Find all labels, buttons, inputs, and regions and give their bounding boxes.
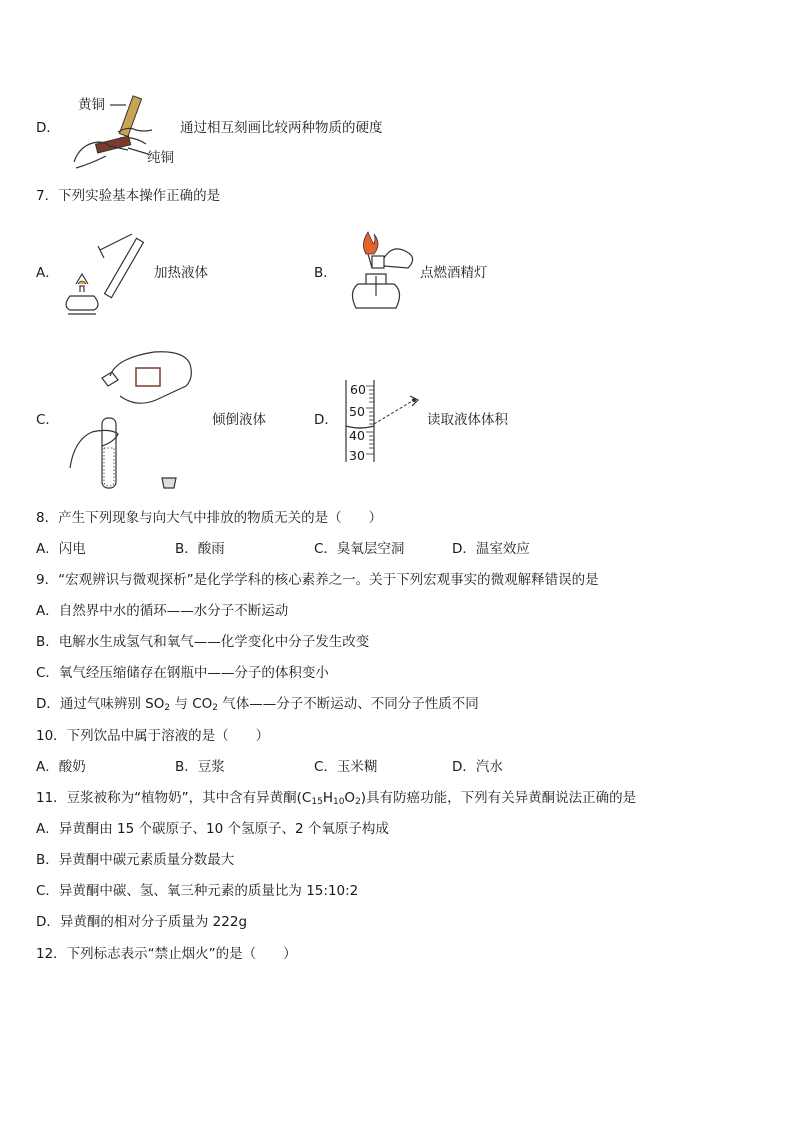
q7-option-d-text: 读取液体体积 [427, 412, 508, 428]
q11-stem: 11．豆浆被称为“植物奶”，其中含有异黄酮$(C_{15}H_{10}O_2)$具有防癌功能，下列有关异黄酮说法正确的是 [36, 790, 637, 807]
q6-label-pure-copper: 纯铜 [147, 150, 174, 166]
cylinder-mark-40: 40 [349, 428, 365, 443]
cylinder-mark-30: 30 [349, 448, 365, 463]
q9-option-c: C．氧气经压缩储存在钢瓶中——分子的体积变小 [36, 665, 329, 681]
q7-option-a-letter: A． [36, 265, 59, 281]
q10-option-d: D．汽水 [452, 759, 503, 775]
cylinder-mark-60: 60 [350, 382, 366, 397]
q11-option-d: D．异黄酮的相对分子质量为 222g [36, 914, 248, 930]
q7-stem: 7．下列实验基本操作正确的是 [36, 188, 221, 204]
scratch-test-figure [66, 92, 166, 174]
q9-option-d: D．通过气味辨别 $SO_2$ 与 $CO_2$ 气体——分子不断运动、不同分子性质不同 [36, 696, 479, 713]
q9-option-a: A．自然界中水的循环——水分子不断运动 [36, 603, 289, 619]
q7-option-c-text: 倾倒液体 [212, 412, 266, 428]
q10-option-a: A．酸奶 [36, 759, 86, 775]
pouring-liquid-figure [66, 348, 198, 496]
q9-option-b: B．电解水生成氢气和氧气——化学变化中分子发生改变 [36, 634, 370, 650]
q7-option-b-text: 点燃酒精灯 [420, 265, 488, 281]
q7-option-a-text: 加热液体 [154, 265, 208, 281]
q6-label-brass: 黄铜 [78, 97, 105, 113]
q7-option-d-letter: D． [314, 412, 338, 428]
q6-option-d-letter: D． [36, 120, 60, 136]
q8-option-d: D．温室效应 [452, 541, 530, 557]
q7-option-c-letter: C． [36, 412, 59, 428]
q10-stem: 10．下列饮品中属于溶液的是（ ） [36, 728, 270, 744]
q11-option-b: B．异黄酮中碳元素质量分数最大 [36, 852, 235, 868]
q10-option-c: C．玉米糊 [314, 759, 378, 775]
heating-liquid-figure [60, 232, 152, 328]
q8-option-b: B．酸雨 [175, 541, 225, 557]
q8-option-a: A．闪电 [36, 541, 86, 557]
q8-option-c: C．臭氧层空洞 [314, 541, 405, 557]
q6-option-d-text: 通过相互刻画比较两种物质的硬度 [180, 120, 383, 136]
q10-option-b: B．豆浆 [175, 759, 225, 775]
cylinder-mark-50: 50 [349, 404, 365, 419]
q11-option-a: A．异黄酮由 15 个碳原子、10 个氢原子、2 个氧原子构成 [36, 821, 389, 837]
q11-option-c: C．异黄酮中碳、氢、氧三种元素的质量比为 15:10:2 [36, 883, 359, 899]
q8-stem: 8．产生下列现象与向大气中排放的物质无关的是（ ） [36, 510, 383, 526]
q9-stem: 9．“宏观辨识与微观探析”是化学学科的核心素养之一。关于下列宏观事实的微观解释错误的是 [36, 572, 599, 588]
q12-stem: 12．下列标志表示“禁止烟火”的是（ ） [36, 946, 297, 962]
q7-option-b-letter: B． [314, 265, 337, 281]
lighting-alcohol-lamp-figure [338, 228, 420, 320]
